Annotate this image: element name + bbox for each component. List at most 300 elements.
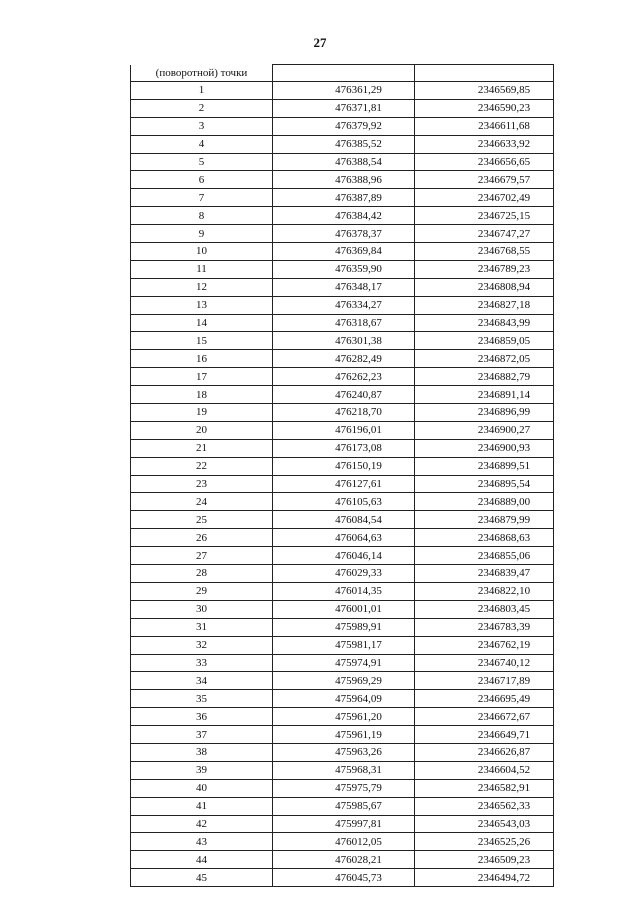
- x-coordinate-cell-text: 475968,31: [335, 764, 382, 777]
- point-number-cell: [131, 797, 273, 815]
- x-coordinate-cell: [273, 654, 415, 672]
- point-number-cell-text: 37: [196, 728, 207, 741]
- x-coordinate-cell-text: 476379,92: [335, 120, 382, 133]
- x-coordinate-cell-text: 475963,26: [335, 746, 382, 759]
- y-coordinate-cell: [415, 743, 554, 761]
- point-number-cell-text: 20: [196, 424, 207, 437]
- y-coordinate-cell-text: 2346740,12: [477, 656, 531, 669]
- point-number-cell-text: 3: [198, 120, 205, 133]
- y-coordinate-cell: [415, 386, 554, 404]
- x-coordinate-cell-text: 476378,37: [335, 227, 382, 240]
- y-coordinate-cell-text: 2346649,71: [477, 728, 531, 741]
- point-number-cell: [131, 421, 273, 439]
- y-coordinate-cell: [415, 565, 554, 583]
- point-number-cell: [131, 582, 273, 600]
- point-number-cell-text: 38: [196, 746, 207, 759]
- y-coordinate-cell-text: 2346808,94: [477, 281, 531, 294]
- x-coordinate-cell-text: 475964,09: [335, 692, 382, 705]
- point-number-cell: [131, 314, 273, 332]
- y-coordinate-cell: [415, 171, 554, 189]
- point-number-cell-text: 28: [196, 567, 207, 580]
- point-number-cell: [131, 189, 273, 207]
- point-number-cell: [131, 296, 273, 314]
- point-number-cell-text: 31: [196, 621, 207, 634]
- x-coordinate-cell-text: 475981,17: [335, 639, 382, 652]
- y-coordinate-cell: [415, 421, 554, 439]
- y-coordinate-cell: [415, 314, 554, 332]
- x-coordinate-cell-text: 476387,89: [335, 191, 382, 204]
- x-coordinate-cell-text: 476384,42: [335, 209, 382, 222]
- x-coordinate-cell-text: 476240,87: [335, 388, 382, 401]
- point-number-cell-text: 1: [198, 84, 205, 97]
- y-coordinate-cell: [415, 779, 554, 797]
- x-coordinate-cell: [273, 296, 415, 314]
- coordinates-table-body: [131, 65, 554, 887]
- y-coordinate-cell: [415, 189, 554, 207]
- point-number-cell: [131, 654, 273, 672]
- x-coordinate-cell: [273, 726, 415, 744]
- table-row: [131, 493, 554, 511]
- y-coordinate-cell-text: 2346789,23: [477, 263, 531, 276]
- x-coordinate-cell: [273, 529, 415, 547]
- y-coordinate-cell-text: 2346868,63: [477, 531, 531, 544]
- x-coordinate-cell-text: 475975,79: [335, 782, 382, 795]
- y-coordinate-cell-text: 2346626,87: [477, 746, 531, 759]
- y-coordinate-cell: [415, 529, 554, 547]
- x-coordinate-cell-text: 475974,91: [335, 656, 382, 669]
- point-number-cell: [131, 404, 273, 422]
- table-row: [131, 511, 554, 529]
- x-coordinate-cell-text: 476388,96: [335, 173, 382, 186]
- x-coordinate-cell-text: 475985,67: [335, 800, 382, 813]
- y-coordinate-cell: [415, 618, 554, 636]
- point-number-cell-text: 26: [196, 531, 207, 544]
- y-coordinate-cell-text: 2346569,85: [477, 84, 531, 97]
- y-coordinate-cell-text: 2346543,03: [477, 817, 531, 830]
- table-row: [131, 153, 554, 171]
- y-coordinate-cell-text: 2346827,18: [477, 299, 531, 312]
- point-number-cell-text: 32: [196, 639, 207, 652]
- table-row: [131, 654, 554, 672]
- point-number-cell: [131, 511, 273, 529]
- point-number-cell: [131, 815, 273, 833]
- x-coordinate-cell: [273, 636, 415, 654]
- x-coordinate-cell: [273, 743, 415, 761]
- table-row: [131, 99, 554, 117]
- y-coordinate-cell: [415, 869, 554, 887]
- y-coordinate-cell-text: 2346900,93: [477, 442, 531, 455]
- y-coordinate-cell: [415, 672, 554, 690]
- x-coordinate-cell: [273, 833, 415, 851]
- point-number-cell: [131, 225, 273, 243]
- x-coordinate-cell: [273, 618, 415, 636]
- y-coordinate-cell-text: 2346879,99: [477, 513, 531, 526]
- y-coordinate-cell-text: 2346891,14: [477, 388, 531, 401]
- y-coordinate-cell-text: 2346762,19: [477, 639, 531, 652]
- table-row: [131, 207, 554, 225]
- x-coordinate-cell-text: 476105,63: [335, 495, 382, 508]
- y-coordinate-cell-text: 2346725,15: [477, 209, 531, 222]
- point-number-cell: [131, 368, 273, 386]
- point-number-cell: [131, 278, 273, 296]
- x-coordinate-cell: [273, 708, 415, 726]
- x-coordinate-cell: [273, 332, 415, 350]
- point-number-cell-text: 33: [196, 656, 207, 669]
- x-coordinate-cell-text: 476348,17: [335, 281, 382, 294]
- y-coordinate-cell: [415, 135, 554, 153]
- point-number-cell: [131, 636, 273, 654]
- table-row: [131, 582, 554, 600]
- x-coordinate-cell: [273, 493, 415, 511]
- table-row: [131, 457, 554, 475]
- table-row: [131, 761, 554, 779]
- point-number-cell: [131, 565, 273, 583]
- table-row: [131, 726, 554, 744]
- point-number-cell-text: 35: [196, 692, 207, 705]
- y-coordinate-cell-text: 2346839,47: [477, 567, 531, 580]
- x-coordinate-cell-text: 476012,05: [335, 835, 382, 848]
- table-row: [131, 529, 554, 547]
- y-coordinate-cell: [415, 82, 554, 100]
- point-number-cell: [131, 761, 273, 779]
- x-coordinate-cell-text: 476014,35: [335, 585, 382, 598]
- x-coordinate-cell: [273, 207, 415, 225]
- table-row: [131, 260, 554, 278]
- y-coordinate-cell: [415, 761, 554, 779]
- table-row: [131, 314, 554, 332]
- table-row: [131, 708, 554, 726]
- point-number-cell: [131, 547, 273, 565]
- point-number-cell-text: 23: [196, 478, 207, 491]
- point-number-cell-text: 41: [196, 800, 207, 813]
- y-coordinate-cell: [415, 350, 554, 368]
- point-number-cell: [131, 386, 273, 404]
- x-coordinate-cell: [273, 386, 415, 404]
- x-coordinate-cell-text: 475989,91: [335, 621, 382, 634]
- point-number-cell: [131, 833, 273, 851]
- y-coordinate-cell: [415, 296, 554, 314]
- table-row: [131, 332, 554, 350]
- point-number-cell-text: 2: [198, 102, 205, 115]
- coordinates-table: [130, 64, 554, 887]
- point-number-cell: [131, 243, 273, 261]
- point-number-cell-text: 40: [196, 782, 207, 795]
- table-row: [131, 278, 554, 296]
- y-coordinate-cell: [415, 117, 554, 135]
- table-row: [131, 851, 554, 869]
- table-row: [131, 565, 554, 583]
- x-coordinate-cell: [273, 690, 415, 708]
- y-coordinate-cell: [415, 404, 554, 422]
- y-coordinate-cell-text: 2346895,54: [477, 478, 531, 491]
- x-coordinate-cell-text: 476371,81: [335, 102, 382, 115]
- point-number-cell-text: 13: [196, 299, 207, 312]
- y-coordinate-cell-text: 2346525,26: [477, 835, 531, 848]
- y-coordinate-cell: [415, 207, 554, 225]
- table-header-row: [131, 65, 554, 82]
- x-coordinate-cell: [273, 869, 415, 887]
- table-row: [131, 618, 554, 636]
- table-row: [131, 296, 554, 314]
- x-coordinate-cell: [273, 797, 415, 815]
- y-coordinate-cell-text: 2346882,79: [477, 370, 531, 383]
- x-coordinate-cell: [273, 314, 415, 332]
- table-row: [131, 636, 554, 654]
- point-number-cell: [131, 708, 273, 726]
- table-row: [131, 672, 554, 690]
- table-row: [131, 869, 554, 887]
- point-number-cell-text: 12: [196, 281, 207, 294]
- x-coordinate-cell-text: 476318,67: [335, 317, 382, 330]
- table-row: [131, 421, 554, 439]
- x-coordinate-cell: [273, 475, 415, 493]
- y-coordinate-cell: [415, 493, 554, 511]
- table-row: [131, 82, 554, 100]
- point-number-cell: [131, 726, 273, 744]
- y-coordinate-cell-text: 2346768,55: [477, 245, 531, 258]
- point-number-cell: [131, 457, 273, 475]
- point-number-cell: [131, 171, 273, 189]
- x-coordinate-cell: [273, 189, 415, 207]
- table-row: [131, 547, 554, 565]
- y-coordinate-cell-text: 2346672,67: [477, 710, 531, 723]
- point-number-cell-text: 43: [196, 835, 207, 848]
- y-coordinate-cell-text: 2346702,49: [477, 191, 531, 204]
- y-coordinate-cell: [415, 654, 554, 672]
- x-coordinate-cell-text: 476282,49: [335, 352, 382, 365]
- table-row: [131, 386, 554, 404]
- x-coordinate-cell: [273, 99, 415, 117]
- y-coordinate-cell-text: 2346695,49: [477, 692, 531, 705]
- table-row: [131, 815, 554, 833]
- point-number-cell: [131, 439, 273, 457]
- table-row: [131, 368, 554, 386]
- x-coordinate-cell: [273, 815, 415, 833]
- x-coordinate-cell-text: 476369,84: [335, 245, 382, 258]
- y-coordinate-cell: [415, 547, 554, 565]
- x-coordinate-cell: [273, 761, 415, 779]
- x-coordinate-cell: [273, 243, 415, 261]
- point-number-cell-text: 24: [196, 495, 207, 508]
- y-coordinate-cell: [415, 332, 554, 350]
- x-coordinate-cell-text: 476028,21: [335, 853, 382, 866]
- header-point-number: (поворотной) точки: [131, 65, 273, 82]
- x-coordinate-cell-text: 476385,52: [335, 138, 382, 151]
- y-coordinate-cell-text: 2346900,27: [477, 424, 531, 437]
- y-coordinate-cell: [415, 511, 554, 529]
- point-number-cell-text: 18: [196, 388, 207, 401]
- y-coordinate-cell: [415, 368, 554, 386]
- y-coordinate-cell-text: 2346656,65: [477, 156, 531, 168]
- point-number-cell: [131, 153, 273, 171]
- y-coordinate-cell-text: 2346633,92: [477, 138, 531, 151]
- y-coordinate-cell-text: 2346803,45: [477, 603, 531, 616]
- table-row: [131, 189, 554, 207]
- x-coordinate-cell: [273, 225, 415, 243]
- table-row: [131, 243, 554, 261]
- table-row: [131, 225, 554, 243]
- table-row: [131, 439, 554, 457]
- x-coordinate-cell-text: 476361,29: [335, 84, 382, 97]
- y-coordinate-cell: [415, 243, 554, 261]
- point-number-cell-text: 39: [196, 764, 207, 777]
- x-coordinate-cell: [273, 439, 415, 457]
- point-number-cell-text: 8: [198, 209, 205, 222]
- point-number-cell-text: 6: [198, 173, 205, 186]
- x-coordinate-cell: [273, 511, 415, 529]
- point-number-cell-text: 30: [196, 603, 207, 616]
- point-number-cell: [131, 207, 273, 225]
- point-number-cell-text: 7: [198, 191, 205, 204]
- point-number-cell: [131, 851, 273, 869]
- x-coordinate-cell: [273, 368, 415, 386]
- x-coordinate-cell: [273, 779, 415, 797]
- y-coordinate-cell: [415, 600, 554, 618]
- point-number-cell: [131, 332, 273, 350]
- y-coordinate-cell-text: 2346582,91: [477, 782, 531, 795]
- point-number-cell: [131, 690, 273, 708]
- point-number-cell: [131, 672, 273, 690]
- y-coordinate-cell-text: 2346717,89: [477, 674, 531, 687]
- y-coordinate-cell-text: 2346855,06: [477, 549, 531, 562]
- y-coordinate-cell: [415, 797, 554, 815]
- point-number-cell-text: 19: [196, 406, 207, 419]
- table-row: [131, 171, 554, 189]
- point-number-cell: [131, 117, 273, 135]
- point-number-cell: [131, 350, 273, 368]
- point-number-cell-text: 22: [196, 460, 207, 473]
- x-coordinate-cell-text: 476029,33: [335, 567, 382, 580]
- point-number-cell: [131, 82, 273, 100]
- x-coordinate-cell-text: 476001,01: [335, 603, 382, 616]
- point-number-cell-text: 45: [196, 871, 207, 884]
- point-number-cell-text: 25: [196, 513, 207, 526]
- y-coordinate-cell: [415, 475, 554, 493]
- y-coordinate-cell: [415, 99, 554, 117]
- x-coordinate-cell-text: 476064,63: [335, 531, 382, 544]
- x-coordinate-cell-text: 475961,19: [335, 728, 382, 741]
- point-number-cell-text: 44: [196, 853, 207, 866]
- table-row: [131, 475, 554, 493]
- y-coordinate-cell: [415, 851, 554, 869]
- table-row: [131, 135, 554, 153]
- y-coordinate-cell-text: 2346611,68: [478, 120, 530, 133]
- point-number-cell-text: 16: [196, 352, 207, 365]
- point-number-cell: [131, 260, 273, 278]
- point-number-cell-text: 4: [198, 138, 205, 151]
- x-coordinate-cell-text: 476218,70: [335, 406, 382, 419]
- y-coordinate-cell: [415, 726, 554, 744]
- x-coordinate-cell-text: 476045,73: [335, 871, 382, 884]
- x-coordinate-cell: [273, 582, 415, 600]
- y-coordinate-cell-text: 2346604,52: [477, 764, 531, 777]
- x-coordinate-cell: [273, 135, 415, 153]
- y-coordinate-cell-text: 2346747,27: [477, 227, 531, 240]
- x-coordinate-cell: [273, 851, 415, 869]
- y-coordinate-cell: [415, 439, 554, 457]
- x-coordinate-cell-text: 476262,23: [335, 370, 382, 383]
- x-coordinate-cell-text: 476334,27: [335, 299, 382, 312]
- x-coordinate-cell: [273, 404, 415, 422]
- x-coordinate-cell: [273, 278, 415, 296]
- point-number-cell: [131, 743, 273, 761]
- y-coordinate-cell: [415, 260, 554, 278]
- table-row: [131, 600, 554, 618]
- point-number-cell-text: 14: [196, 317, 207, 330]
- point-number-cell-text: 21: [196, 442, 207, 455]
- table-row: [131, 797, 554, 815]
- x-coordinate-cell: [273, 421, 415, 439]
- point-number-cell-text: 34: [196, 674, 207, 687]
- y-coordinate-cell: [415, 708, 554, 726]
- point-number-cell-text: 27: [196, 549, 207, 562]
- x-coordinate-cell-text: 476046,14: [335, 549, 382, 562]
- x-coordinate-cell-text: 476084,54: [335, 513, 382, 526]
- point-number-cell: [131, 618, 273, 636]
- x-coordinate-cell-text: 476301,38: [335, 334, 382, 347]
- point-number-cell-text: 36: [196, 710, 207, 723]
- point-number-cell: [131, 135, 273, 153]
- header-y: [415, 65, 554, 82]
- x-coordinate-cell: [273, 171, 415, 189]
- x-coordinate-cell: [273, 600, 415, 618]
- point-number-cell: [131, 779, 273, 797]
- header-x: [273, 65, 415, 82]
- point-number-cell: [131, 99, 273, 117]
- point-number-cell-text: 17: [196, 370, 207, 383]
- y-coordinate-cell-text: 2346679,57: [477, 173, 531, 186]
- table-row: [131, 690, 554, 708]
- x-coordinate-cell-text: 475969,29: [335, 674, 382, 687]
- y-coordinate-cell: [415, 582, 554, 600]
- x-coordinate-cell: [273, 565, 415, 583]
- x-coordinate-cell-text: 475961,20: [335, 710, 382, 723]
- y-coordinate-cell-text: 2346590,23: [477, 102, 531, 115]
- y-coordinate-cell: [415, 833, 554, 851]
- x-coordinate-cell-text: 476196,01: [335, 424, 382, 437]
- x-coordinate-cell: [273, 117, 415, 135]
- table-row: [131, 350, 554, 368]
- y-coordinate-cell: [415, 636, 554, 654]
- x-coordinate-cell-text: 476127,61: [335, 478, 382, 491]
- y-coordinate-cell-text: 2346494,72: [477, 871, 531, 884]
- x-coordinate-cell: [273, 153, 415, 171]
- table-row: [131, 779, 554, 797]
- y-coordinate-cell: [415, 153, 554, 171]
- x-coordinate-cell: [273, 672, 415, 690]
- x-coordinate-cell-text: 476388,54: [335, 156, 382, 168]
- point-number-cell: [131, 475, 273, 493]
- point-number-cell-text: 11: [196, 263, 207, 276]
- y-coordinate-cell-text: 2346562,33: [477, 800, 531, 813]
- y-coordinate-cell-text: 2346872,05: [477, 352, 531, 365]
- x-coordinate-cell-text: 476150,19: [335, 460, 382, 473]
- point-number-cell-text: 29: [196, 585, 207, 598]
- y-coordinate-cell-text: 2346859,05: [477, 334, 531, 347]
- point-number-cell-text: 9: [198, 227, 205, 240]
- y-coordinate-cell-text: 2346896,99: [477, 406, 531, 419]
- x-coordinate-cell: [273, 457, 415, 475]
- x-coordinate-cell-text: 476173,08: [335, 442, 382, 455]
- table-row: [131, 117, 554, 135]
- x-coordinate-cell-text: 475997,81: [335, 817, 382, 830]
- point-number-cell-text: 15: [196, 334, 207, 347]
- table-row: [131, 404, 554, 422]
- y-coordinate-cell-text: 2346783,39: [477, 621, 531, 634]
- x-coordinate-cell: [273, 82, 415, 100]
- x-coordinate-cell: [273, 260, 415, 278]
- y-coordinate-cell-text: 2346822,10: [477, 585, 531, 598]
